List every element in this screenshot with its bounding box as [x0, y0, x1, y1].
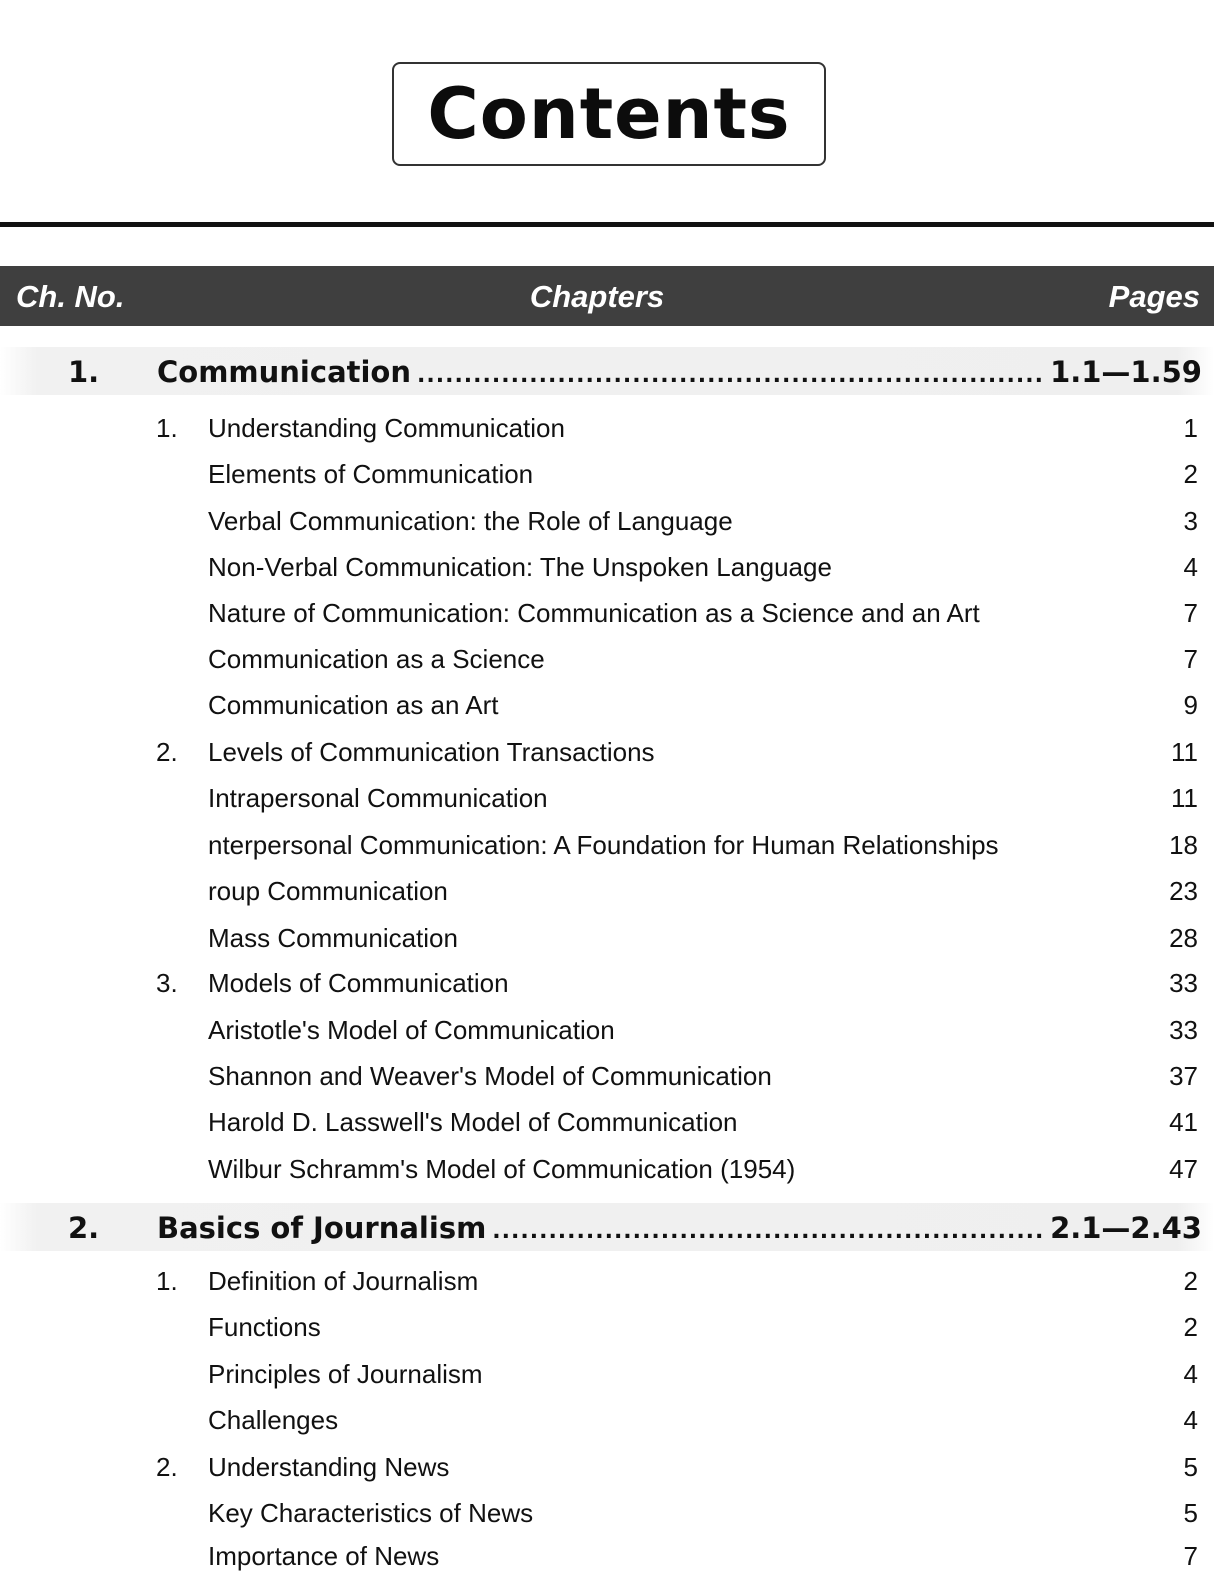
entry-label: Harold D. Lasswell's Model of Communication [208, 1107, 738, 1137]
entry-label: Levels of Communication Transactions [208, 737, 655, 767]
entry-page: 23 [1169, 876, 1198, 906]
dot-leader [417, 363, 1042, 388]
entry-label: Aristotle's Model of Communication [208, 1015, 615, 1045]
toc-entry[interactable] [0, 1532, 1214, 1578]
toc-entry[interactable] [0, 1257, 1214, 1303]
toc-entry[interactable] [0, 450, 1214, 496]
toc-entry[interactable] [0, 1098, 1214, 1144]
toc-entry[interactable] [0, 589, 1214, 635]
toc-entry[interactable] [0, 1006, 1214, 1052]
entry-page: 11 [1171, 737, 1198, 767]
entry-page: 4 [1183, 552, 1198, 582]
table-header [0, 266, 1214, 326]
entry-label: Principles of Journalism [208, 1359, 483, 1389]
entry-label: Shannon and Weaver's Model of Communication [208, 1061, 772, 1091]
entry-page: 2 [1183, 459, 1198, 489]
entry-label: Non-Verbal Communication: The Unspoken Language [208, 552, 832, 582]
toc-entry[interactable] [0, 1303, 1214, 1349]
entry-page: 5 [1183, 1452, 1198, 1482]
chapter-title-wrap [157, 1211, 1042, 1245]
section-number: 3. [156, 968, 178, 998]
toc-entry[interactable] [0, 728, 1214, 774]
entry-label: Intrapersonal Communication [208, 783, 548, 813]
toc-entry[interactable] [0, 1489, 1214, 1535]
section-number: 1. [156, 413, 178, 443]
toc-entry[interactable] [0, 914, 1214, 960]
header-chapters: Chapters [529, 279, 665, 314]
entry-page: 28 [1169, 923, 1198, 953]
entry-page: 7 [1183, 1541, 1198, 1571]
toc-entry[interactable] [0, 774, 1214, 820]
entry-page: 9 [1183, 690, 1198, 720]
entry-label: Verbal Communication: the Role of Language [208, 506, 733, 536]
entry-page: 3 [1183, 506, 1198, 536]
section-number: 1. [156, 1266, 178, 1296]
toc-entry[interactable] [0, 959, 1214, 1005]
entry-page: 18 [1169, 830, 1198, 860]
chapter-row[interactable] [0, 1203, 1214, 1251]
chapter-title: Basics of Journalism [157, 1211, 487, 1245]
entry-page: 7 [1183, 644, 1198, 674]
entry-page: 33 [1169, 968, 1198, 998]
entry-label: Challenges [208, 1405, 339, 1435]
entry-label: Functions [208, 1312, 321, 1342]
chapter-row[interactable] [0, 347, 1214, 395]
title-divider [0, 222, 1214, 227]
entry-page: 4 [1183, 1405, 1198, 1435]
toc-entry[interactable] [0, 867, 1214, 913]
entry-label: nterpersonal Communication: A Foundation for Human Relationships [208, 830, 999, 860]
section-number: 2. [156, 1452, 178, 1482]
toc-entry[interactable] [0, 1145, 1214, 1191]
header-chapter-number: Ch. No. [16, 279, 125, 314]
entry-label: Communication as an Art [208, 690, 499, 720]
entry-label: Definition of Journalism [208, 1266, 479, 1296]
entry-page: 1 [1183, 413, 1198, 443]
entry-label: Communication as a Science [208, 644, 545, 674]
toc-entry[interactable] [0, 681, 1214, 727]
entry-label: Key Characteristics of News [208, 1498, 534, 1528]
entry-label: Models of Communication [208, 968, 509, 998]
entry-label: Wilbur Schramm's Model of Communication (1954) [208, 1154, 796, 1184]
toc-entry[interactable] [0, 543, 1214, 589]
toc-entry[interactable] [0, 821, 1214, 867]
entry-page: 2 [1183, 1266, 1198, 1296]
chapter-pages: 1.1—1.59 [1050, 355, 1202, 389]
entry-page: 41 [1169, 1107, 1198, 1137]
page-title: Contents [427, 73, 791, 155]
entry-page: 47 [1169, 1154, 1198, 1184]
entry-label: Understanding News [208, 1452, 450, 1482]
chapter-number: 2. [68, 1211, 100, 1245]
toc-entry[interactable] [0, 1350, 1214, 1396]
contents-title-box [392, 62, 826, 166]
toc-entry[interactable] [0, 1052, 1214, 1098]
chapter-title: Communication [157, 355, 412, 389]
entry-label: Nature of Communication: Communication as a Science and an Art [208, 598, 980, 628]
entry-page: 2 [1183, 1312, 1198, 1342]
entry-page: 5 [1183, 1498, 1198, 1528]
entry-label: Importance of News [208, 1541, 440, 1571]
entry-label: Elements of Communication [208, 459, 534, 489]
entry-label: roup Communication [208, 876, 448, 906]
entry-page: 7 [1183, 598, 1198, 628]
section-number: 2. [156, 737, 178, 767]
entry-page: 37 [1169, 1061, 1198, 1091]
toc-entry[interactable] [0, 497, 1214, 543]
toc-entry[interactable] [0, 404, 1214, 450]
toc-entry[interactable] [0, 635, 1214, 681]
toc-entry[interactable] [0, 1443, 1214, 1489]
entry-label: Mass Communication [208, 923, 458, 953]
dot-leader [492, 1219, 1042, 1244]
entry-page: 11 [1171, 783, 1198, 813]
entry-label: Understanding Communication [208, 413, 565, 443]
entry-page: 33 [1169, 1015, 1198, 1045]
toc-entry[interactable] [0, 1396, 1214, 1442]
entry-page: 4 [1183, 1359, 1198, 1389]
chapter-title-wrap [157, 355, 1042, 389]
chapter-pages: 2.1—2.43 [1050, 1211, 1202, 1245]
header-pages: Pages [1108, 279, 1200, 314]
chapter-number: 1. [68, 355, 100, 389]
